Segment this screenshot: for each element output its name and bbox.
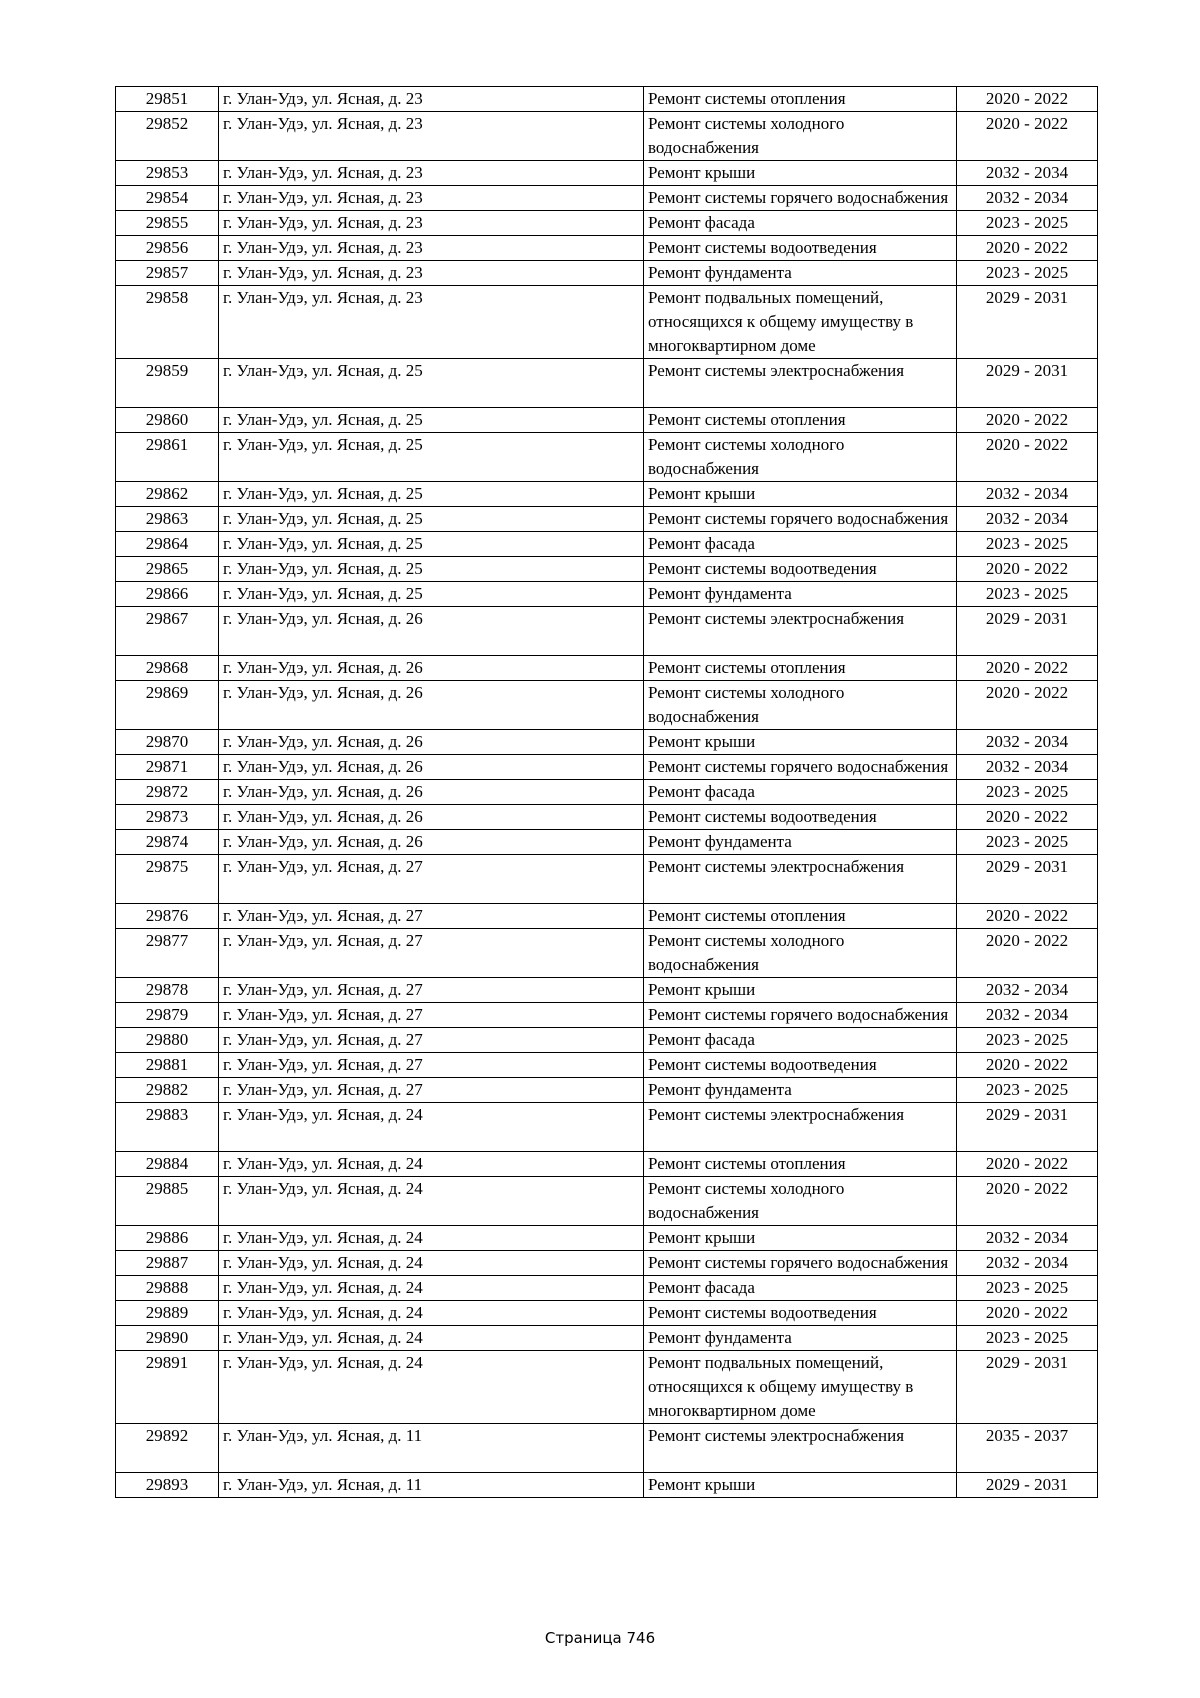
table-row xyxy=(116,161,1098,186)
row-number: 29862 xyxy=(116,482,219,507)
row-period: 2032 - 2034 xyxy=(957,482,1098,507)
row-period: 2023 - 2025 xyxy=(957,780,1098,805)
row-number: 29869 xyxy=(116,681,219,730)
row-number: 29870 xyxy=(116,730,219,755)
row-work-type: Ремонт системы отопления xyxy=(644,656,957,681)
row-number: 29893 xyxy=(116,1473,219,1498)
row-period: 2020 - 2022 xyxy=(957,557,1098,582)
row-work-type: Ремонт системы водоотведения xyxy=(644,236,957,261)
row-period: 2029 - 2031 xyxy=(957,607,1098,656)
row-number: 29877 xyxy=(116,929,219,978)
row-period: 2029 - 2031 xyxy=(957,286,1098,359)
row-period: 2035 - 2037 xyxy=(957,1424,1098,1473)
row-work-type: Ремонт системы горячего водоснабжения xyxy=(644,1251,957,1276)
row-work-type: Ремонт фундамента xyxy=(644,1078,957,1103)
row-number: 29856 xyxy=(116,236,219,261)
row-address: г. Улан-Удэ, ул. Ясная, д. 26 xyxy=(219,805,644,830)
table-row xyxy=(116,607,1098,656)
row-number: 29888 xyxy=(116,1276,219,1301)
row-work-type: Ремонт фундамента xyxy=(644,830,957,855)
row-period: 2023 - 2025 xyxy=(957,1326,1098,1351)
row-address: г. Улан-Удэ, ул. Ясная, д. 25 xyxy=(219,408,644,433)
row-work-type: Ремонт фасада xyxy=(644,532,957,557)
row-address: г. Улан-Удэ, ул. Ясная, д. 26 xyxy=(219,656,644,681)
row-period: 2020 - 2022 xyxy=(957,929,1098,978)
table-row xyxy=(116,1028,1098,1053)
row-number: 29879 xyxy=(116,1003,219,1028)
table-row xyxy=(116,557,1098,582)
row-period: 2029 - 2031 xyxy=(957,855,1098,904)
row-work-type: Ремонт системы горячего водоснабжения xyxy=(644,186,957,211)
row-work-type: Ремонт системы электроснабжения xyxy=(644,607,957,656)
table-row xyxy=(116,1301,1098,1326)
row-address: г. Улан-Удэ, ул. Ясная, д. 24 xyxy=(219,1103,644,1152)
row-number: 29882 xyxy=(116,1078,219,1103)
row-period: 2032 - 2034 xyxy=(957,755,1098,780)
row-address: г. Улан-Удэ, ул. Ясная, д. 24 xyxy=(219,1276,644,1301)
row-period: 2032 - 2034 xyxy=(957,730,1098,755)
row-number: 29885 xyxy=(116,1177,219,1226)
row-work-type: Ремонт системы электроснабжения xyxy=(644,855,957,904)
row-work-type: Ремонт системы отопления xyxy=(644,408,957,433)
row-number: 29892 xyxy=(116,1424,219,1473)
row-work-type: Ремонт системы холодного водоснабжения xyxy=(644,1177,957,1226)
row-period: 2029 - 2031 xyxy=(957,359,1098,408)
row-number: 29865 xyxy=(116,557,219,582)
table-row xyxy=(116,87,1098,112)
row-address: г. Улан-Удэ, ул. Ясная, д. 23 xyxy=(219,286,644,359)
row-period: 2023 - 2025 xyxy=(957,830,1098,855)
row-period: 2020 - 2022 xyxy=(957,656,1098,681)
table-row xyxy=(116,978,1098,1003)
row-period: 2023 - 2025 xyxy=(957,261,1098,286)
row-address: г. Улан-Удэ, ул. Ясная, д. 27 xyxy=(219,929,644,978)
row-work-type: Ремонт системы холодного водоснабжения xyxy=(644,433,957,482)
table-row xyxy=(116,186,1098,211)
row-address: г. Улан-Удэ, ул. Ясная, д. 26 xyxy=(219,607,644,656)
table-row xyxy=(116,1351,1098,1424)
row-work-type: Ремонт системы холодного водоснабжения xyxy=(644,929,957,978)
row-period: 2032 - 2034 xyxy=(957,1003,1098,1028)
row-number: 29890 xyxy=(116,1326,219,1351)
row-work-type: Ремонт системы водоотведения xyxy=(644,805,957,830)
row-period: 2029 - 2031 xyxy=(957,1473,1098,1498)
row-address: г. Улан-Удэ, ул. Ясная, д. 11 xyxy=(219,1424,644,1473)
table-row xyxy=(116,236,1098,261)
row-number: 29852 xyxy=(116,112,219,161)
row-number: 29874 xyxy=(116,830,219,855)
row-period: 2032 - 2034 xyxy=(957,1226,1098,1251)
table-row xyxy=(116,730,1098,755)
row-address: г. Улан-Удэ, ул. Ясная, д. 27 xyxy=(219,855,644,904)
row-address: г. Улан-Удэ, ул. Ясная, д. 24 xyxy=(219,1226,644,1251)
table-row xyxy=(116,1473,1098,1498)
table-row xyxy=(116,1424,1098,1473)
row-number: 29868 xyxy=(116,656,219,681)
row-period: 2032 - 2034 xyxy=(957,186,1098,211)
row-address: г. Улан-Удэ, ул. Ясная, д. 25 xyxy=(219,359,644,408)
row-number: 29860 xyxy=(116,408,219,433)
row-period: 2032 - 2034 xyxy=(957,507,1098,532)
table-row xyxy=(116,286,1098,359)
row-work-type: Ремонт системы электроснабжения xyxy=(644,1103,957,1152)
table-row xyxy=(116,780,1098,805)
row-period: 2029 - 2031 xyxy=(957,1103,1098,1152)
row-period: 2020 - 2022 xyxy=(957,805,1098,830)
row-period: 2020 - 2022 xyxy=(957,681,1098,730)
table-row xyxy=(116,1078,1098,1103)
table-row xyxy=(116,112,1098,161)
table-row xyxy=(116,582,1098,607)
table-row xyxy=(116,1326,1098,1351)
row-address: г. Улан-Удэ, ул. Ясная, д. 24 xyxy=(219,1177,644,1226)
row-address: г. Улан-Удэ, ул. Ясная, д. 23 xyxy=(219,186,644,211)
row-number: 29891 xyxy=(116,1351,219,1424)
row-number: 29851 xyxy=(116,87,219,112)
row-address: г. Улан-Удэ, ул. Ясная, д. 27 xyxy=(219,1053,644,1078)
row-work-type: Ремонт фасада xyxy=(644,780,957,805)
row-address: г. Улан-Удэ, ул. Ясная, д. 24 xyxy=(219,1326,644,1351)
table-row xyxy=(116,1103,1098,1152)
row-address: г. Улан-Удэ, ул. Ясная, д. 23 xyxy=(219,211,644,236)
row-work-type: Ремонт крыши xyxy=(644,730,957,755)
table-row xyxy=(116,681,1098,730)
row-address: г. Улан-Удэ, ул. Ясная, д. 24 xyxy=(219,1301,644,1326)
row-period: 2020 - 2022 xyxy=(957,1152,1098,1177)
row-address: г. Улан-Удэ, ул. Ясная, д. 24 xyxy=(219,1152,644,1177)
row-address: г. Улан-Удэ, ул. Ясная, д. 23 xyxy=(219,236,644,261)
row-period: 2020 - 2022 xyxy=(957,87,1098,112)
row-address: г. Улан-Удэ, ул. Ясная, д. 27 xyxy=(219,904,644,929)
row-period: 2020 - 2022 xyxy=(957,408,1098,433)
row-number: 29886 xyxy=(116,1226,219,1251)
row-address: г. Улан-Удэ, ул. Ясная, д. 24 xyxy=(219,1251,644,1276)
row-work-type: Ремонт системы водоотведения xyxy=(644,1053,957,1078)
row-period: 2032 - 2034 xyxy=(957,1251,1098,1276)
row-period: 2023 - 2025 xyxy=(957,1276,1098,1301)
row-work-type: Ремонт системы горячего водоснабжения xyxy=(644,755,957,780)
table-row xyxy=(116,656,1098,681)
row-period: 2023 - 2025 xyxy=(957,211,1098,236)
row-work-type: Ремонт фасада xyxy=(644,1276,957,1301)
row-number: 29854 xyxy=(116,186,219,211)
table-row xyxy=(116,482,1098,507)
row-period: 2020 - 2022 xyxy=(957,433,1098,482)
row-number: 29883 xyxy=(116,1103,219,1152)
row-address: г. Улан-Удэ, ул. Ясная, д. 26 xyxy=(219,780,644,805)
row-address: г. Улан-Удэ, ул. Ясная, д. 26 xyxy=(219,730,644,755)
row-address: г. Улан-Удэ, ул. Ясная, д. 26 xyxy=(219,755,644,780)
row-work-type: Ремонт фасада xyxy=(644,1028,957,1053)
row-number: 29859 xyxy=(116,359,219,408)
row-period: 2029 - 2031 xyxy=(957,1351,1098,1424)
row-work-type: Ремонт фундамента xyxy=(644,1326,957,1351)
row-work-type: Ремонт фасада xyxy=(644,211,957,236)
table-row xyxy=(116,755,1098,780)
register-table-body xyxy=(116,87,1098,1498)
table-row xyxy=(116,929,1098,978)
row-number: 29889 xyxy=(116,1301,219,1326)
row-work-type: Ремонт фундамента xyxy=(644,582,957,607)
table-row xyxy=(116,359,1098,408)
row-work-type: Ремонт системы отопления xyxy=(644,904,957,929)
row-number: 29853 xyxy=(116,161,219,186)
row-address: г. Улан-Удэ, ул. Ясная, д. 26 xyxy=(219,681,644,730)
row-period: 2023 - 2025 xyxy=(957,532,1098,557)
row-number: 29855 xyxy=(116,211,219,236)
row-work-type: Ремонт системы горячего водоснабжения xyxy=(644,507,957,532)
row-number: 29867 xyxy=(116,607,219,656)
row-address: г. Улан-Удэ, ул. Ясная, д. 25 xyxy=(219,507,644,532)
row-work-type: Ремонт фундамента xyxy=(644,261,957,286)
register-table xyxy=(115,86,1098,1498)
row-number: 29887 xyxy=(116,1251,219,1276)
row-work-type: Ремонт системы отопления xyxy=(644,1152,957,1177)
row-work-type: Ремонт системы электроснабжения xyxy=(644,1424,957,1473)
table-row xyxy=(116,1053,1098,1078)
row-address: г. Улан-Удэ, ул. Ясная, д. 27 xyxy=(219,978,644,1003)
row-work-type: Ремонт системы горячего водоснабжения xyxy=(644,1003,957,1028)
row-period: 2032 - 2034 xyxy=(957,978,1098,1003)
row-period: 2020 - 2022 xyxy=(957,236,1098,261)
table-row xyxy=(116,433,1098,482)
row-number: 29861 xyxy=(116,433,219,482)
row-work-type: Ремонт системы отопления xyxy=(644,87,957,112)
row-period: 2020 - 2022 xyxy=(957,112,1098,161)
row-number: 29878 xyxy=(116,978,219,1003)
row-period: 2020 - 2022 xyxy=(957,1053,1098,1078)
row-work-type: Ремонт системы водоотведения xyxy=(644,557,957,582)
row-period: 2020 - 2022 xyxy=(957,1177,1098,1226)
table-row xyxy=(116,507,1098,532)
row-address: г. Улан-Удэ, ул. Ясная, д. 27 xyxy=(219,1028,644,1053)
row-work-type: Ремонт подвальных помещений, относящихся к общему имуществу в многоквартирном доме xyxy=(644,286,957,359)
row-work-type: Ремонт подвальных помещений, относящихся к общему имуществу в многоквартирном доме xyxy=(644,1351,957,1424)
table-row xyxy=(116,211,1098,236)
table-row xyxy=(116,1152,1098,1177)
row-work-type: Ремонт системы электроснабжения xyxy=(644,359,957,408)
row-address: г. Улан-Удэ, ул. Ясная, д. 24 xyxy=(219,1351,644,1424)
row-work-type: Ремонт системы водоотведения xyxy=(644,1301,957,1326)
row-period: 2023 - 2025 xyxy=(957,582,1098,607)
page-number: Страница 746 xyxy=(544,1629,656,1647)
row-number: 29857 xyxy=(116,261,219,286)
table-row xyxy=(116,1177,1098,1226)
row-work-type: Ремонт крыши xyxy=(644,1226,957,1251)
table-row xyxy=(116,1251,1098,1276)
row-work-type: Ремонт крыши xyxy=(644,1473,957,1498)
row-number: 29864 xyxy=(116,532,219,557)
table-row xyxy=(116,904,1098,929)
row-number: 29884 xyxy=(116,1152,219,1177)
row-address: г. Улан-Удэ, ул. Ясная, д. 23 xyxy=(219,261,644,286)
row-period: 2023 - 2025 xyxy=(957,1078,1098,1103)
row-number: 29858 xyxy=(116,286,219,359)
row-number: 29866 xyxy=(116,582,219,607)
row-address: г. Улан-Удэ, ул. Ясная, д. 23 xyxy=(219,87,644,112)
row-address: г. Улан-Удэ, ул. Ясная, д. 25 xyxy=(219,557,644,582)
row-address: г. Улан-Удэ, ул. Ясная, д. 27 xyxy=(219,1003,644,1028)
row-address: г. Улан-Удэ, ул. Ясная, д. 25 xyxy=(219,582,644,607)
table-row xyxy=(116,532,1098,557)
row-period: 2032 - 2034 xyxy=(957,161,1098,186)
table-row xyxy=(116,408,1098,433)
row-number: 29871 xyxy=(116,755,219,780)
table-row xyxy=(116,855,1098,904)
table-row xyxy=(116,1003,1098,1028)
table-row xyxy=(116,1276,1098,1301)
row-work-type: Ремонт крыши xyxy=(644,978,957,1003)
row-number: 29876 xyxy=(116,904,219,929)
row-work-type: Ремонт системы холодного водоснабжения xyxy=(644,681,957,730)
row-address: г. Улан-Удэ, ул. Ясная, д. 25 xyxy=(219,482,644,507)
row-period: 2020 - 2022 xyxy=(957,1301,1098,1326)
row-work-type: Ремонт крыши xyxy=(644,482,957,507)
row-period: 2020 - 2022 xyxy=(957,904,1098,929)
row-address: г. Улан-Удэ, ул. Ясная, д. 26 xyxy=(219,830,644,855)
row-work-type: Ремонт крыши xyxy=(644,161,957,186)
row-number: 29863 xyxy=(116,507,219,532)
row-number: 29880 xyxy=(116,1028,219,1053)
row-number: 29875 xyxy=(116,855,219,904)
row-address: г. Улан-Удэ, ул. Ясная, д. 23 xyxy=(219,112,644,161)
row-address: г. Улан-Удэ, ул. Ясная, д. 25 xyxy=(219,532,644,557)
row-number: 29872 xyxy=(116,780,219,805)
table-row xyxy=(116,805,1098,830)
row-address: г. Улан-Удэ, ул. Ясная, д. 23 xyxy=(219,161,644,186)
row-address: г. Улан-Удэ, ул. Ясная, д. 11 xyxy=(219,1473,644,1498)
row-address: г. Улан-Удэ, ул. Ясная, д. 25 xyxy=(219,433,644,482)
row-number: 29873 xyxy=(116,805,219,830)
row-number: 29881 xyxy=(116,1053,219,1078)
row-work-type: Ремонт системы холодного водоснабжения xyxy=(644,112,957,161)
table-row xyxy=(116,1226,1098,1251)
row-address: г. Улан-Удэ, ул. Ясная, д. 27 xyxy=(219,1078,644,1103)
table-row xyxy=(116,830,1098,855)
row-period: 2023 - 2025 xyxy=(957,1028,1098,1053)
table-row xyxy=(116,261,1098,286)
